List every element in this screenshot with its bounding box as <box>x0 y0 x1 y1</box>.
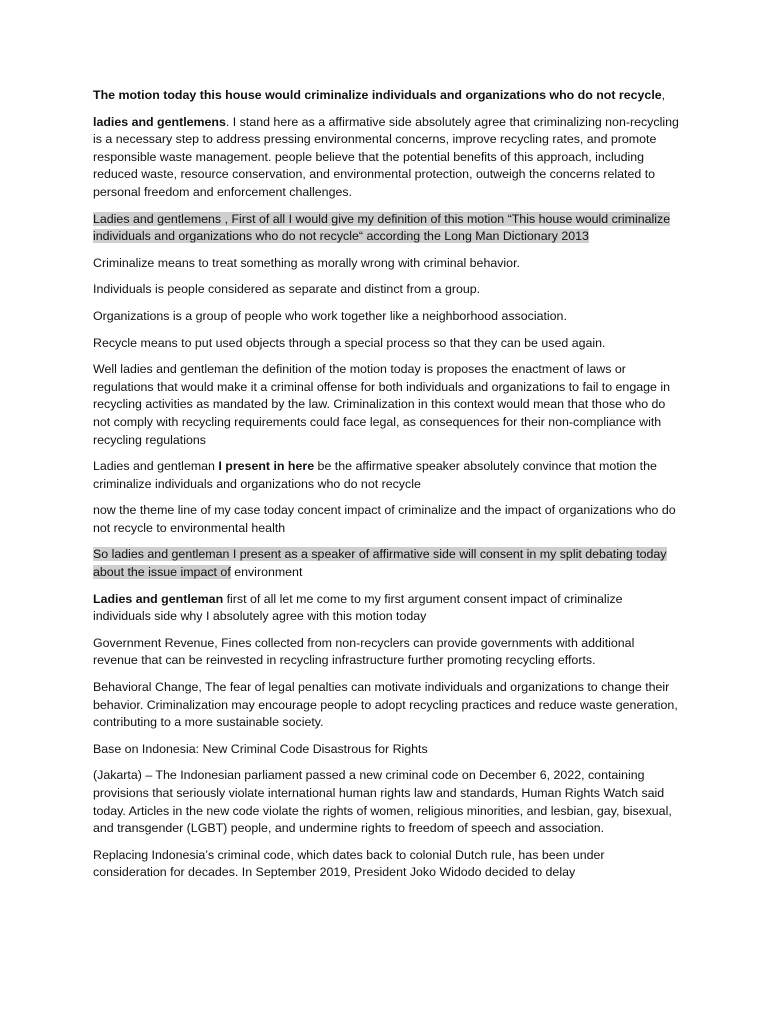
motion-title-comma: , <box>661 88 666 102</box>
definition-individuals: Individuals is people considered as separate and distinct from a group. <box>93 282 481 297</box>
motion-title <box>93 87 681 105</box>
first-argument-bold: Ladies and gentleman <box>93 591 224 606</box>
split-highlight: So ladies and gentleman I present as a speaker of affirmative side will consent in my split debating today about the issue impact of <box>93 547 667 580</box>
present-start: Ladies and gentleman <box>93 459 219 474</box>
motion-definition-paragraph: Well ladies and gentleman the definition of the motion today is proposes the enactment of laws or regulations that would make it a criminal offense for both individuals and organizations to fail to engage in recycling activities as mandated by the law. Criminalization in this context would mean that those who do not comply with recycling requirements could face legal, as consequences for their non-compliance with recycling regulations <box>93 362 670 447</box>
jakarta-paragraph: (Jakarta) – The Indonesian parliament passed a new criminal code on December 6, 2022, containing provisions that seriously violate international human rights law and standards, Human Rights Watch said today. Articles in the new code violate the rights of women, religious minorities, and lesbian, gay, bisexual, and transgender (LGBT) people, and undermine rights to freedom of speech and association. <box>93 768 672 836</box>
motion-title-text: The motion today this house would criminalize individuals and organizations who do not recycle <box>93 88 662 102</box>
first-argument-paragraph <box>93 591 681 626</box>
definition-recycle: Recycle means to put used objects through a special process so that they can be used again. <box>93 335 606 350</box>
split-tail: environment <box>230 565 303 580</box>
government-revenue-paragraph: Government Revenue, Fines collected from non-recyclers can provide governments with additional revenue that can be reinvested in recycling infrastructure further promoting recycling efforts. <box>93 635 635 668</box>
behavioral-change-paragraph: Behavioral Change, The fear of legal penalties can motivate individuals and organizations to change their behavior. Criminalization may encourage people to adopt recycling practices and reduce waste generation, contributing to a more sustainable society. <box>93 680 678 730</box>
opening-paragraph <box>93 114 681 202</box>
definition-organizations: Organizations is a group of people who work together like a neighborhood association. <box>93 308 567 323</box>
split-paragraph <box>93 546 681 581</box>
definition-criminalize: Criminalize means to treat something as morally wrong with criminal behavior. <box>93 255 520 270</box>
first-argument-text: first of all let me come to my first argument consent impact of criminalize individuals side why I absolutely agree with this motion today <box>93 591 623 624</box>
opening-text: . I stand here as a affirmative side absolutely agree that criminalizing non-recycling is a necessary step to address pressing environmental concerns, improve recycling rates, and promote responsible waste management. people believe that the potential benefits of this approach, including reduced waste, resource conservation, and environmental protection, outweigh the concerns related to personal freedom and enforcement challenges. <box>93 114 679 199</box>
present-paragraph <box>93 458 681 493</box>
present-bold: I present in here <box>218 459 315 474</box>
definition-intro-paragraph <box>93 211 681 246</box>
replacing-code-paragraph: Replacing Indonesia’s criminal code, which dates back to colonial Dutch rule, has been under consideration for decades. In September 2019, President Joko Widodo decided to delay <box>93 847 605 880</box>
present-rest: be the affirmative speaker absolutely convince that motion the criminalize individuals and organizations who do not recycle <box>93 459 657 491</box>
document-body <box>93 87 681 882</box>
definition-intro-highlight: Ladies and gentlemens , First of all I would give my definition of this motion “This house would criminalize individuals and organizations who do not recycle“ according the Long Man Dictionary 2013 <box>93 211 671 244</box>
theme-line-paragraph: now the theme line of my case today concent impact of criminalize and the impact of organizations who do not recycle to environmental health <box>93 503 676 535</box>
base-on-indonesia-heading: Base on Indonesia: New Criminal Code Disastrous for Rights <box>93 741 428 756</box>
opening-greeting: ladies and gentlemens <box>93 114 226 129</box>
